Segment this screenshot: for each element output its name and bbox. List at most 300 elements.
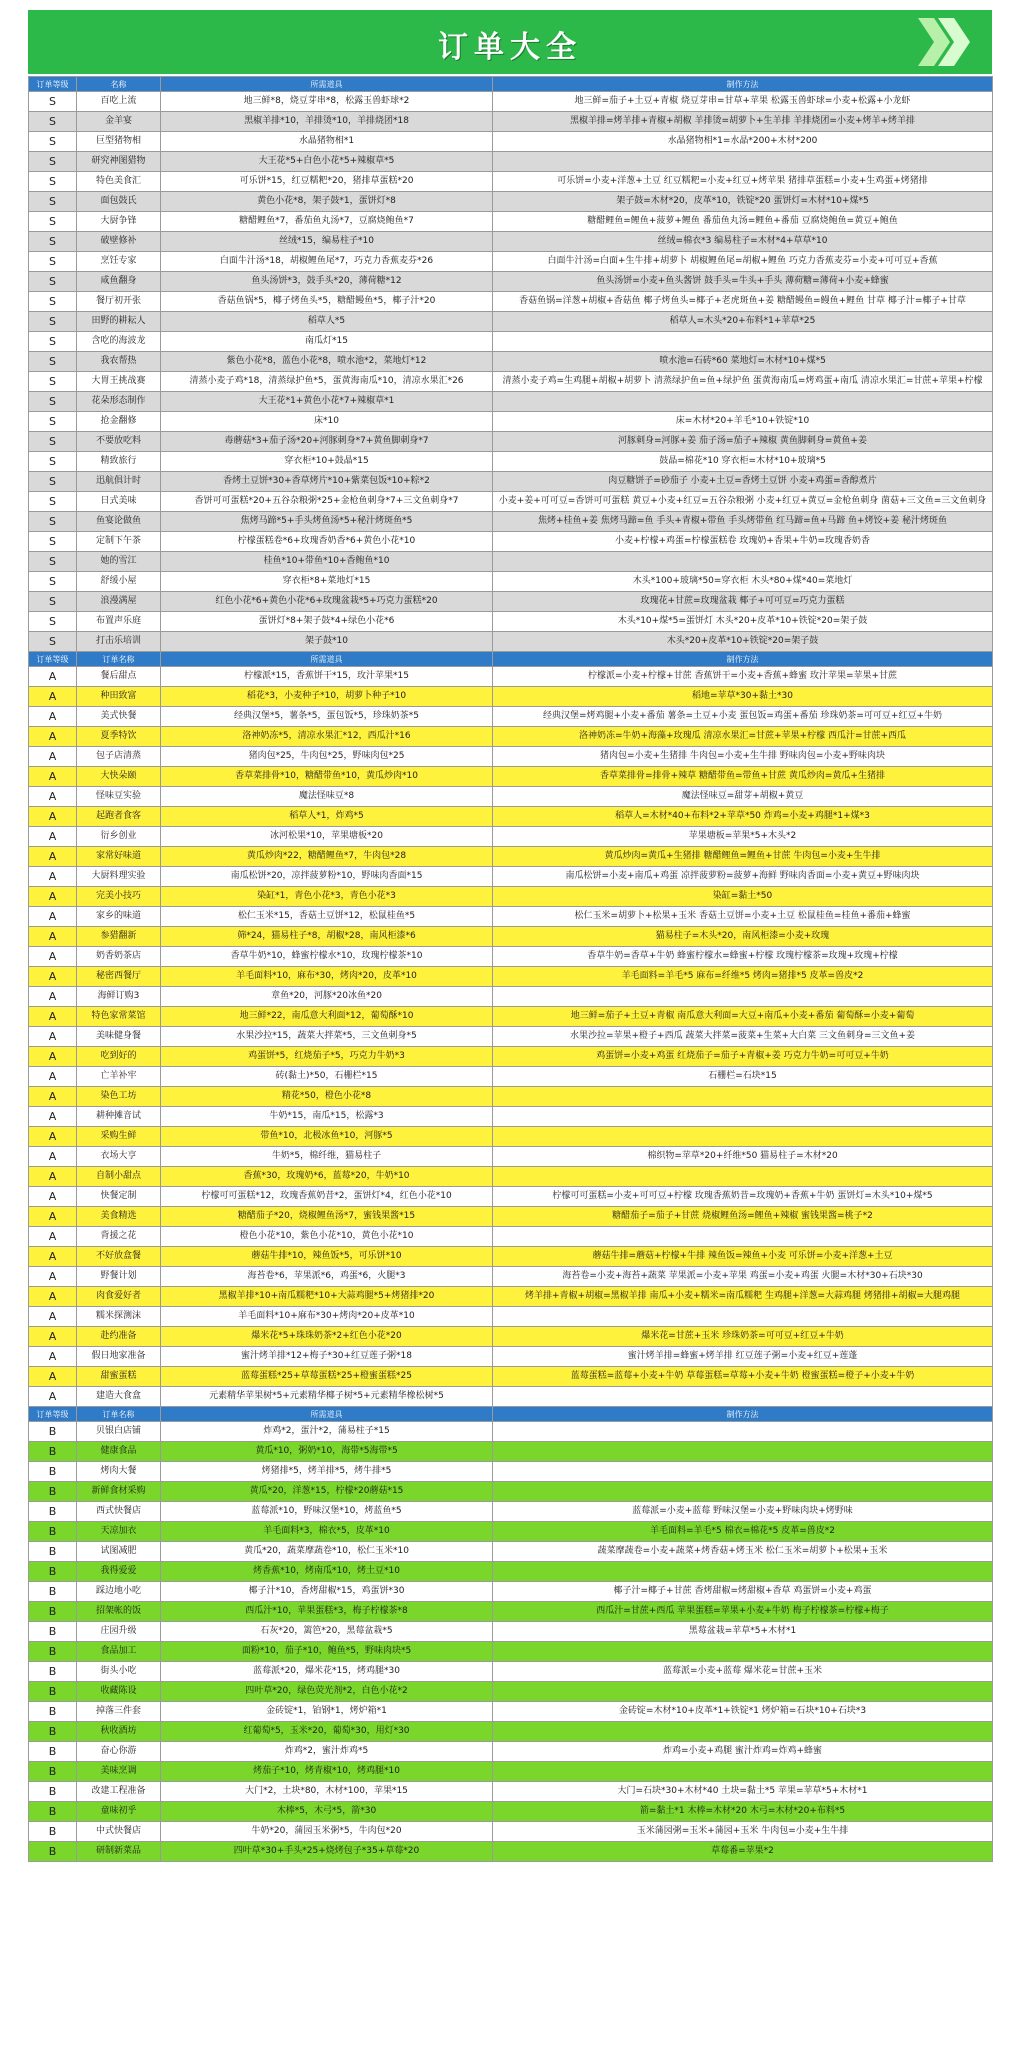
column-header-recipe: 制作方法 [493, 652, 993, 667]
recipe: 床=木材*20+羊毛*10+铁锭*10 [493, 412, 993, 432]
required-items: 大王花*1+黄色小花*7+辣椒草*1 [161, 392, 493, 412]
order-name: 不要放吃料 [77, 432, 161, 452]
required-items: 蓝莓派*20，爆米花*15，烤鸡腿*30 [161, 1662, 493, 1682]
order-grade: B [29, 1662, 77, 1682]
order-grade: A [29, 807, 77, 827]
required-items: 鸡蛋饼*5，红烧茄子*5，巧克力牛奶*3 [161, 1047, 493, 1067]
recipe [493, 1642, 993, 1662]
recipe [493, 1127, 993, 1147]
order-name: 烹饪专家 [77, 252, 161, 272]
order-grade: A [29, 1187, 77, 1207]
recipe: 稻草人=木材*40+布料*2+苹草*50 炸鸡=小麦+鸡腿*1+煤*3 [493, 807, 993, 827]
table-row [29, 1522, 993, 1542]
recipe: 香草菜排骨=排骨+辣草 糖醋带鱼=带鱼+甘蔗 黄瓜炒肉=黄瓜+生猪排 [493, 767, 993, 787]
table-row [29, 907, 993, 927]
order-grade: B [29, 1502, 77, 1522]
required-items: 柠檬蛋糕卷*6+玫瑰香奶香*6+黄色小花*10 [161, 532, 493, 552]
required-items: 穿衣柜*10+鼓晶*15 [161, 452, 493, 472]
table-row [29, 847, 993, 867]
order-name: 研究神图猎物 [77, 152, 161, 172]
required-items: 稻花*3，小麦种子*10，胡萝卜种子*10 [161, 687, 493, 707]
order-grade: A [29, 727, 77, 747]
order-grade: B [29, 1722, 77, 1742]
table-row [29, 272, 993, 292]
recipe: 香草牛奶=香草+牛奶 蜂蜜柠檬水=蜂蜜+柠檬 玫瑰柠檬茶=玫瑰+玫瑰+柠檬 [493, 947, 993, 967]
recipe: 蓝莓派=小麦+蓝莓 野味汉堡=小麦+野味肉块+烤野味 [493, 1502, 993, 1522]
order-grade: S [29, 592, 77, 612]
recipe: 石栅栏=石块*15 [493, 1067, 993, 1087]
recipe: 蜜汁烤羊排=蜂蜜+烤羊排 红豆莲子粥=小麦+红豆+莲蓬 [493, 1347, 993, 1367]
required-items: 牛奶*5，棉纤维，猫易柱子 [161, 1147, 493, 1167]
recipe: 蓝莓蛋糕=蓝莓+小麦+牛奶 草莓蛋糕=草莓+小麦+牛奶 橙蜜蛋糕=橙子+小麦+牛奶 [493, 1367, 993, 1387]
recipe: 羊毛面料=羊毛*5 麻布=纤维*5 烤肉=猪排*5 皮革=兽皮*2 [493, 967, 993, 987]
recipe [493, 392, 993, 412]
required-items: 大门*2，土块*80，木材*100，苹果*15 [161, 1782, 493, 1802]
table-header-row [29, 652, 993, 667]
table-row [29, 632, 993, 652]
required-items: 香蕉*30，玫瑰奶*6，蓝莓*20，牛奶*10 [161, 1167, 493, 1187]
table-row [29, 1722, 993, 1742]
order-name: 中式快餐店 [77, 1822, 161, 1842]
order-name: 百吃上流 [77, 92, 161, 112]
order-name: 布置声乐庭 [77, 612, 161, 632]
table-row [29, 1387, 993, 1407]
recipe [493, 332, 993, 352]
order-grade: S [29, 392, 77, 412]
order-grade: A [29, 1387, 77, 1407]
order-grade: A [29, 987, 77, 1007]
required-items: 炸鸡*2，蛋汁*2，蒲易柱子*15 [161, 1422, 493, 1442]
order-grade: A [29, 967, 77, 987]
order-grade: S [29, 132, 77, 152]
order-grade: S [29, 192, 77, 212]
order-grade: A [29, 1247, 77, 1267]
required-items: 羊毛面料*3，棉衣*5，皮革*10 [161, 1522, 493, 1542]
order-name: 衍乡创业 [77, 827, 161, 847]
required-items: 鱼头汤饼*3，鼓手头*20，薄荷糖*12 [161, 272, 493, 292]
column-header-order-name: 名称 [77, 77, 161, 92]
required-items: 四叶草*30+手头*25+烧烤包子*35+草莓*20 [161, 1842, 493, 1862]
required-items: 黑椒羊排*10，羊排烫*10，羊排烧团*18 [161, 112, 493, 132]
column-header-order-name: 订单名称 [77, 1407, 161, 1422]
order-name: 秘密西餐厅 [77, 967, 161, 987]
order-name: 大胃王挑战赛 [77, 372, 161, 392]
order-name: 大厨料理实验 [77, 867, 161, 887]
order-name: 街头小吃 [77, 1662, 161, 1682]
order-name: 亡羊补牢 [77, 1067, 161, 1087]
recipe: 西瓜汁=甘蔗+西瓜 苹果蛋糕=苹果+小麦+牛奶 梅子柠檬茶=柠檬+梅子 [493, 1602, 993, 1622]
recipe: 糖醋茄子=茄子+甘蔗 烧椒鲤鱼汤=鲤鱼+辣椒 蜜钱果酱=桃子*2 [493, 1207, 993, 1227]
recipe: 地三鲜=茄子+土豆+青椒 烧豆芽串=甘草+苹果 松露玉兽虾球=小麦+松露+小龙虾 [493, 92, 993, 112]
required-items: 猪肉包*25，牛肉包*25，野味肉包*25 [161, 747, 493, 767]
table-row [29, 667, 993, 687]
order-grade: A [29, 1307, 77, 1327]
column-header-order-grade: 订单等级 [29, 77, 77, 92]
order-grade: S [29, 452, 77, 472]
order-grade: B [29, 1542, 77, 1562]
recipe: 羊毛面料=羊毛*5 棉衣=棉花*5 皮革=兽皮*2 [493, 1522, 993, 1542]
column-header-order-grade: 订单等级 [29, 652, 77, 667]
order-grade: B [29, 1682, 77, 1702]
table-row [29, 572, 993, 592]
required-items: 床*10 [161, 412, 493, 432]
order-grade: S [29, 252, 77, 272]
required-items: 焦烤马蹄*5+手头烤鱼汤*5+秘汁烤斑鱼*5 [161, 512, 493, 532]
recipe: 洛神奶冻=牛奶+海藻+玫瑰瓜 清凉水果汇=甘蔗+苹果+柠檬 西瓜汁=甘蔗+西瓜 [493, 727, 993, 747]
order-name: 含吃的海波龙 [77, 332, 161, 352]
order-name: 自制小甜点 [77, 1167, 161, 1187]
order-grade: A [29, 1207, 77, 1227]
order-grade: A [29, 1107, 77, 1127]
required-items: 蓝莓蛋糕*25+草莓蛋糕*25+橙蜜蛋糕*25 [161, 1367, 493, 1387]
required-items: 蛋饼灯*8+架子鼓*4+绿色小花*6 [161, 612, 493, 632]
required-items: 穿衣柜*8+菜地灯*15 [161, 572, 493, 592]
recipe [493, 1462, 993, 1482]
column-header-order-name: 订单名称 [77, 652, 161, 667]
recipe: 肉豆糖饼子=砂茄子 小麦+土豆=香烤土豆饼 小麦+鸡蛋=香醇煮片 [493, 472, 993, 492]
recipe: 染缸=黏土*50 [493, 887, 993, 907]
order-name: 不好放盒餐 [77, 1247, 161, 1267]
order-name: 家常好味道 [77, 847, 161, 867]
order-name: 抢金翻修 [77, 412, 161, 432]
order-grade: S [29, 172, 77, 192]
order-name: 收藏陈设 [77, 1682, 161, 1702]
order-name: 采购生鲜 [77, 1127, 161, 1147]
recipe [493, 1562, 993, 1582]
order-grade: S [29, 112, 77, 132]
required-items: 红色小花*6+黄色小花*6+玫瑰盆栽*5+巧克力蛋糕*20 [161, 592, 493, 612]
required-items: 香草菜排骨*10，糖醋带鱼*10，黄瓜炒肉*10 [161, 767, 493, 787]
order-name: 海鲜订购3 [77, 987, 161, 1007]
table-row [29, 1502, 993, 1522]
recipe: 鱼头汤饼=小麦+鱼头酱饼 鼓手头=牛头+手头 薄荷糖=薄荷+小麦+蜂蜜 [493, 272, 993, 292]
order-grade: S [29, 372, 77, 392]
table-row [29, 707, 993, 727]
order-grade: S [29, 232, 77, 252]
order-grade: A [29, 707, 77, 727]
recipe: 糖醋鲤鱼=鲤鱼+菠萝+鲤鱼 番茄鱼丸汤=鲤鱼+番茄 豆腐烧鲍鱼=黄豆+鲍鱼 [493, 212, 993, 232]
table-row [29, 592, 993, 612]
order-name: 日式美味 [77, 492, 161, 512]
order-grade: A [29, 1347, 77, 1367]
order-name: 田野的耕耘人 [77, 312, 161, 332]
order-name: 背援之花 [77, 1227, 161, 1247]
order-name: 打击乐培训 [77, 632, 161, 652]
recipe: 金砖锭=木材*10+皮革*1+铁锭*1 烤炉箱=石块*10+石块*3 [493, 1702, 993, 1722]
recipe [493, 1762, 993, 1782]
order-grade: S [29, 612, 77, 632]
recipe: 草莓番=苹果*2 [493, 1842, 993, 1862]
order-grade: S [29, 292, 77, 312]
table-row [29, 1007, 993, 1027]
order-name: 新鲜食材采购 [77, 1482, 161, 1502]
order-name: 夏季特饮 [77, 727, 161, 747]
required-items: 柠檬可可蛋糕*12，玫瑰香蕉奶昔*2，蛋饼灯*4，红色小花*10 [161, 1187, 493, 1207]
table-row [29, 1582, 993, 1602]
order-grade: A [29, 1267, 77, 1287]
column-header-required-items: 所需道具 [161, 77, 493, 92]
order-name: 鱼宴论做鱼 [77, 512, 161, 532]
required-items: 染缸*1，青色小花*3，青色小花*3 [161, 887, 493, 907]
required-items: 蜜汁烤羊排*12+梅子*30+红豆莲子粥*18 [161, 1347, 493, 1367]
table-row [29, 1542, 993, 1562]
order-name: 美式快餐 [77, 707, 161, 727]
table-header-row [29, 77, 993, 92]
order-grade: S [29, 572, 77, 592]
order-name: 招架帐的饭 [77, 1602, 161, 1622]
required-items: 烤香蕉*10，烤南瓜*10，烤土豆*10 [161, 1562, 493, 1582]
order-name: 浪漫满屋 [77, 592, 161, 612]
required-items: 四叶草*20，绿色荧光剂*2，白色小花*2 [161, 1682, 493, 1702]
order-name: 特色美食汇 [77, 172, 161, 192]
required-items: 羊毛面料*10，麻布*30，烤肉*20，皮革*10 [161, 967, 493, 987]
order-grade: B [29, 1642, 77, 1662]
order-grade: A [29, 887, 77, 907]
order-grade: A [29, 947, 77, 967]
order-grade: B [29, 1462, 77, 1482]
order-grade: B [29, 1442, 77, 1462]
order-grade: B [29, 1422, 77, 1442]
table-row [29, 552, 993, 572]
table-row [29, 1327, 993, 1347]
order-name: 美味健身餐 [77, 1027, 161, 1047]
recipe: 鸡蛋饼=小麦+鸡蛋 红烧茄子=茄子+青椒+姜 巧克力牛奶=可可豆+牛奶 [493, 1047, 993, 1067]
recipe [493, 1682, 993, 1702]
order-name: 肉食爱好者 [77, 1287, 161, 1307]
required-items: 砖(黏土)*50，石栅栏*15 [161, 1067, 493, 1087]
required-items: 桂鱼*10+带鱼*10+香鲍鱼*10 [161, 552, 493, 572]
table-row [29, 1442, 993, 1462]
order-name: 西式快餐店 [77, 1502, 161, 1522]
order-name: 假日地家准备 [77, 1347, 161, 1367]
required-items: 黄瓜*20，洋葱*15，柠檬*20蘑菇*15 [161, 1482, 493, 1502]
recipe [493, 552, 993, 572]
table-row [29, 112, 993, 132]
table-row [29, 1642, 993, 1662]
table-row [29, 1562, 993, 1582]
order-grade: S [29, 552, 77, 572]
order-grade: B [29, 1842, 77, 1862]
column-header-required-items: 所需道具 [161, 652, 493, 667]
table-row [29, 1267, 993, 1287]
required-items: 香饼可可蛋糕*20+五谷杂粮粥*25+金枪鱼刺身*7+三文鱼刺身*7 [161, 492, 493, 512]
order-name: 餐后甜点 [77, 667, 161, 687]
recipe: 玉米蒲园粥=玉米+蒲园+玉米 牛肉包=小麦+生牛排 [493, 1822, 993, 1842]
order-name: 吃到好的 [77, 1047, 161, 1067]
order-name: 食品加工 [77, 1642, 161, 1662]
required-items: 糖醋茄子*20，烧椒鲤鱼汤*7，蜜钱果酱*15 [161, 1207, 493, 1227]
table-header-row [29, 1407, 993, 1422]
required-items: 黑椒羊排*10+南瓜糯粑*10+大蒜鸡腿*5+烤猪排*20 [161, 1287, 493, 1307]
required-items: 炸鸡*2，蜜汁炸鸡*5 [161, 1742, 493, 1762]
table-row [29, 887, 993, 907]
order-grade: A [29, 1007, 77, 1027]
recipe: 小麦+柠檬+鸡蛋=柠檬蛋糕卷 玫瑰奶+香果+牛奶=玫瑰香奶香 [493, 532, 993, 552]
table-row [29, 1147, 993, 1167]
order-grade: A [29, 1167, 77, 1187]
order-name: 舒缓小屋 [77, 572, 161, 592]
required-items: 冰河松果*10，苹果塘板*20 [161, 827, 493, 847]
order-grade: B [29, 1762, 77, 1782]
required-items: 白面牛汁汤*18，胡椒鲤鱼尾*7，巧克力香蕉麦芬*26 [161, 252, 493, 272]
table-row [29, 1187, 993, 1207]
table-row [29, 312, 993, 332]
table-row [29, 472, 993, 492]
table-row [29, 252, 993, 272]
recipe: 黄瓜炒肉=黄瓜+生猪排 糖醋鲤鱼=鲤鱼+甘蔗 牛肉包=小麦+生牛排 [493, 847, 993, 867]
table-row [29, 172, 993, 192]
order-name: 大厨争锋 [77, 212, 161, 232]
recipe [493, 987, 993, 1007]
recipe: 黑莓盆栽=苹草*5+木材*1 [493, 1622, 993, 1642]
table-row [29, 1842, 993, 1862]
required-items: 稻草人*5 [161, 312, 493, 332]
order-grade: S [29, 152, 77, 172]
order-grade: A [29, 1087, 77, 1107]
order-name: 餐厅初开张 [77, 292, 161, 312]
table-row [29, 807, 993, 827]
recipe: 香菇鱼锅=洋葱+胡椒+香菇鱼 椰子烤鱼头=椰子+老虎斑鱼+姜 糖醋鳗鱼=鳗鱼+鲤鱼 甘草 椰子汁=椰子+甘草 [493, 292, 993, 312]
required-items: 黄瓜*20，蔬菜摩蔬卷*10，松仁玉米*10 [161, 1542, 493, 1562]
recipe: 大门=石块*30+木材*40 土块=黏土*5 苹果=苹草*5+木材*1 [493, 1782, 993, 1802]
order-grade: A [29, 1327, 77, 1347]
order-name: 美食精选 [77, 1207, 161, 1227]
table-row [29, 232, 993, 252]
order-grade: B [29, 1622, 77, 1642]
recipe: 可乐饼=小麦+洋葱+土豆 红豆糯粑=小麦+红豆+烤苹果 猪排草蛋糕=小麦+生鸡蛋+烤猪排 [493, 172, 993, 192]
order-table [28, 76, 992, 1862]
table-row [29, 452, 993, 472]
recipe: 椰子汁=椰子+甘蔗 香烤甜椒=烤甜椒+香草 鸡蛋饼=小麦+鸡蛋 [493, 1582, 993, 1602]
order-grade: A [29, 1287, 77, 1307]
recipe: 水果沙拉=苹果+橙子+西瓜 蔬菜大拌菜=菠菜+生菜+大白菜 三文鱼刺身=三文鱼+姜 [493, 1027, 993, 1047]
required-items: 章鱼*20，河豚*20冰鱼*20 [161, 987, 493, 1007]
title-banner [28, 10, 992, 74]
order-name: 试图减肥 [77, 1542, 161, 1562]
required-items: 糖醋鲤鱼*7，番茄鱼丸汤*7，豆腐烧鲍鱼*7 [161, 212, 493, 232]
required-items: 香菇鱼锅*5，椰子烤鱼头*5，糖醋鳗鱼*5，椰子汁*20 [161, 292, 493, 312]
required-items: 黄瓜炒肉*22，糖醋鲤鱼*7，牛肉包*28 [161, 847, 493, 867]
order-name: 种田致富 [77, 687, 161, 707]
order-grade: S [29, 432, 77, 452]
required-items: 地三鲜*8，烧豆芽串*8，松露玉兽虾球*2 [161, 92, 493, 112]
required-items: 黄色小花*8，架子鼓*1，蛋饼灯*8 [161, 192, 493, 212]
required-items: 经典汉堡*5，薯条*5，蛋包饭*5，珍珠奶茶*5 [161, 707, 493, 727]
table-row [29, 132, 993, 152]
recipe: 蔬菜摩蔬卷=小麦+蔬菜+烤香菇+烤玉米 松仁玉米=胡萝卜+松果+玉米 [493, 1542, 993, 1562]
table-row [29, 492, 993, 512]
recipe: 海苔卷=小麦+海苔+蔬菜 苹果派=小麦+苹果 鸡蛋=小麦+鸡蛋 火腿=木材*30+石块*30 [493, 1267, 993, 1287]
order-name: 染色工坊 [77, 1087, 161, 1107]
required-items: 木棒*5，木弓*5，箭*30 [161, 1802, 493, 1822]
order-grade: B [29, 1562, 77, 1582]
recipe: 经典汉堡=烤鸡腿+小麦+番茄 薯条=土豆+小麦 蛋包饭=鸡蛋+番茄 珍珠奶茶=可可豆+红豆+牛奶 [493, 707, 993, 727]
recipe [493, 1482, 993, 1502]
required-items: 羊毛面料*10+麻布*30+烤肉*20+皮革*10 [161, 1307, 493, 1327]
order-name: 巨型猪物相 [77, 132, 161, 152]
recipe [493, 1722, 993, 1742]
order-name: 特色家常菜馆 [77, 1007, 161, 1027]
required-items: 魔法怪味豆*8 [161, 787, 493, 807]
recipe: 猪肉包=小麦+生猪排 牛肉包=小麦+生牛排 野味肉包=小麦+野味肉块 [493, 747, 993, 767]
recipe: 喷水池=石砖*60 菜地灯=木材*10+煤*5 [493, 352, 993, 372]
recipe: 魔法怪味豆=甜芽+胡椒+黄豆 [493, 787, 993, 807]
recipe [493, 152, 993, 172]
recipe [493, 1442, 993, 1462]
recipe: 焦烤+桂鱼+姜 焦烤马蹄=鱼 手头+青椒+带鱼 手头烤带鱼 红马蹄=鱼+马蹄 鱼+烤饺+姜 秘汁烤斑鱼 [493, 512, 993, 532]
table-row [29, 1067, 993, 1087]
recipe: 玫瑰花+甘蔗=玫瑰盆栽 椰子+可可豆=巧克力蛋糕 [493, 592, 993, 612]
recipe: 炸鸡=小麦+鸡腿 蜜汁炸鸡=炸鸡+蜂蜜 [493, 1742, 993, 1762]
required-items: 蓝莓派*10，野味汉堡*10，烤蓝鱼*5 [161, 1502, 493, 1522]
order-name: 健康食品 [77, 1442, 161, 1462]
order-grade: A [29, 927, 77, 947]
recipe [493, 1422, 993, 1442]
table-row [29, 1087, 993, 1107]
order-name: 糯米探测沫 [77, 1307, 161, 1327]
required-items: 石灰*20，篱笆*20，黑莓盆栽*5 [161, 1622, 493, 1642]
table-row [29, 1207, 993, 1227]
required-items: 稻草人*1，炸鸡*5 [161, 807, 493, 827]
table-row [29, 827, 993, 847]
recipe [493, 1227, 993, 1247]
order-grade: A [29, 1127, 77, 1147]
recipe: 木头*20+皮革*10+铁锭*20=架子鼓 [493, 632, 993, 652]
order-name: 研制新菜品 [77, 1842, 161, 1862]
order-grade: B [29, 1522, 77, 1542]
table-row [29, 1287, 993, 1307]
recipe: 箭=黏土*1 木棒=木材*20 木弓=木材*20+布料*5 [493, 1802, 993, 1822]
recipe: 松仁玉米=胡萝卜+松果+玉米 香菇土豆饼=小麦+土豆 松鼠桂鱼=桂鱼+番茄+蜂蜜 [493, 907, 993, 927]
required-items: 海苔卷*6，苹果派*6，鸡蛋*6，火腿*3 [161, 1267, 493, 1287]
required-items: 牛奶*15，南瓜*15，松露*3 [161, 1107, 493, 1127]
order-grade: S [29, 92, 77, 112]
order-name: 快餐定制 [77, 1187, 161, 1207]
order-name: 定制下午茶 [77, 532, 161, 552]
order-grade: A [29, 1067, 77, 1087]
table-row [29, 947, 993, 967]
required-items: 大王花*5+白色小花*5+辣椒草*5 [161, 152, 493, 172]
table-row [29, 1422, 993, 1442]
required-items: 面粉*10，茄子*10，鲍鱼*5，野味肉块*5 [161, 1642, 493, 1662]
order-name: 赴约准备 [77, 1327, 161, 1347]
table-row [29, 372, 993, 392]
recipe: 河豚刺身=河豚+姜 茄子汤=茄子+辣椒 黄鱼脚刺身=黄鱼+姜 [493, 432, 993, 452]
order-grade: B [29, 1602, 77, 1622]
table-row [29, 1622, 993, 1642]
order-name: 咸鱼翻身 [77, 272, 161, 292]
table-row [29, 967, 993, 987]
required-items: 橙色小花*10，紫色小花*10，黄色小花*10 [161, 1227, 493, 1247]
table-row [29, 1762, 993, 1782]
order-grade: B [29, 1802, 77, 1822]
table-row [29, 292, 993, 312]
table-row [29, 152, 993, 172]
table-row [29, 1802, 993, 1822]
required-items: 香烤土豆饼*30+香草烤片*10+紫菜包饭*10+粽*2 [161, 472, 493, 492]
order-name: 奶香奶茶店 [77, 947, 161, 967]
order-name: 我得爱爱 [77, 1562, 161, 1582]
table-row [29, 392, 993, 412]
table-row [29, 1347, 993, 1367]
table-row [29, 1107, 993, 1127]
order-grade: A [29, 1367, 77, 1387]
recipe: 木头*10+煤*5=蛋饼灯 木头*20+皮革*10+铁锭*20=架子鼓 [493, 612, 993, 632]
order-grade: S [29, 512, 77, 532]
order-name: 衣场大亨 [77, 1147, 161, 1167]
recipe: 白面牛汁汤=白面+生牛排+胡萝卜 胡椒鲤鱼尾=胡椒+鲤鱼 巧克力香蕉麦芬=小麦+可可豆+香蕉 [493, 252, 993, 272]
table-row [29, 687, 993, 707]
